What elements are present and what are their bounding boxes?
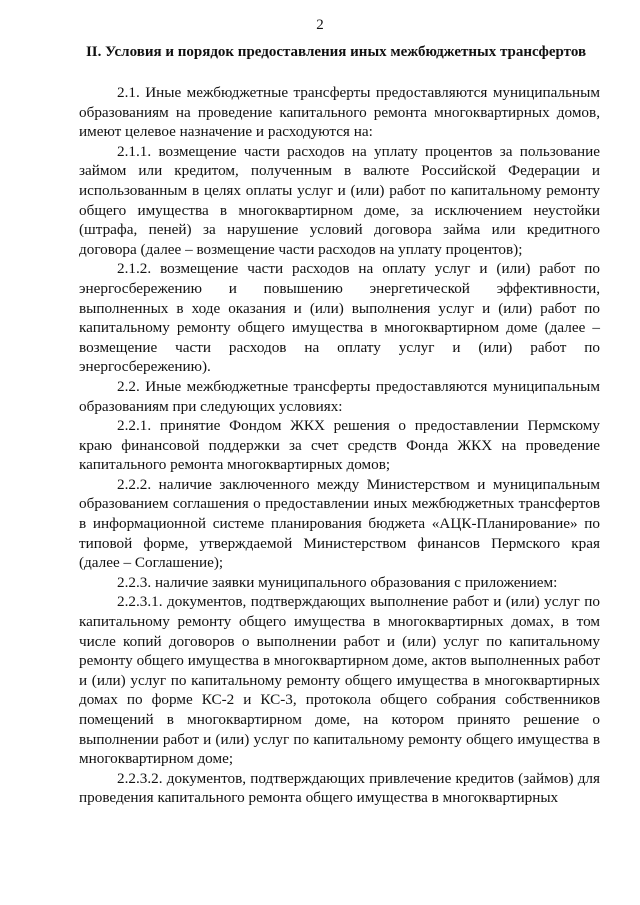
paragraph-2-1-2: 2.1.2. возмещение части расходов на оплату услуг и (или) работ по энергосбережению и повышению энергетической эффективности, выполненных в ходе оказания и (или) выполнения услуг и (или) работ по капитальному ремонту общего имущества в многоквартирном доме (далее – возмещение части расходов на оплату услуг и (или) работ по энергосбережению).: [79, 260, 600, 376]
paragraph-2-2-1: 2.2.1. принятие Фондом ЖКХ решения о предоставлении Пермскому краю финансовой поддержки за счет средств Фонда ЖКХ на проведение капитального ремонта многоквартирных домов;: [79, 417, 600, 474]
document-body: [79, 83, 600, 808]
paragraph-2-2: 2.2. Иные межбюджетные трансферты предоставляются муниципальным образованиям при следующих условиях:: [79, 377, 600, 415]
paragraph-2-2-3-2: 2.2.3.2. документов, подтверждающих привлечение кредитов (займов) для проведения капитального ремонта общего имущества в многоквартирных: [79, 769, 600, 807]
section-heading: II. Условия и порядок предоставления иных межбюджетных трансфертов: [85, 44, 587, 60]
page-number: 2: [316, 17, 324, 33]
paragraph-2-1-1: 2.1.1. возмещение части расходов на уплату процентов за пользование займом или кредитом, полученным в валюте Российской Федерации и использованным в целях оплаты услуг и (или) работ по капитальному ремонту общего имущества в многоквартирном доме, за исключением неустойки (штрафа, пеней) за нарушение условий договора займа или кредитного договора (далее – возмещение части расходов на уплату процентов);: [79, 142, 600, 258]
paragraph-2-2-3: 2.2.3. наличие заявки муниципального образования с приложением:: [117, 573, 558, 591]
paragraph-2-1: 2.1. Иные межбюджетные трансферты предоставляются муниципальным образованиям на проведение капитального ремонта многоквартирных домов, имеют целевое назначение и расходуются на:: [79, 84, 600, 141]
paragraph-2-2-2: 2.2.2. наличие заключенного между Министерством и муниципальным образованием соглашения о предоставлении иных межбюджетных трансфертов в информационной системе планирования бюджета «АЦК-Планирование» по типовой форме, утверждаемой Министерством финансов Пермского края (далее – Соглашение);: [79, 475, 600, 572]
paragraph-2-2-3-1: 2.2.3.1. документов, подтверждающих выполнение работ и (или) услуг по капитальному ремонту общего имущества в многоквартирных домах, в том числе копий договоров о выполнении работ и (или) услуг по капитальному ремонту общего имущества в многоквартирном доме, актов выполненных работ и (или) услуг по капитальному ремонту общего имущества в многоквартирных домах по форме КС-2 и КС-3, протокола общего собрания собственников помещений в многоквартирном доме, на котором принято решение о выполнении работ и (или) услуг по капитальному ремонту общего имущества в многоквартирном доме;: [79, 593, 600, 768]
